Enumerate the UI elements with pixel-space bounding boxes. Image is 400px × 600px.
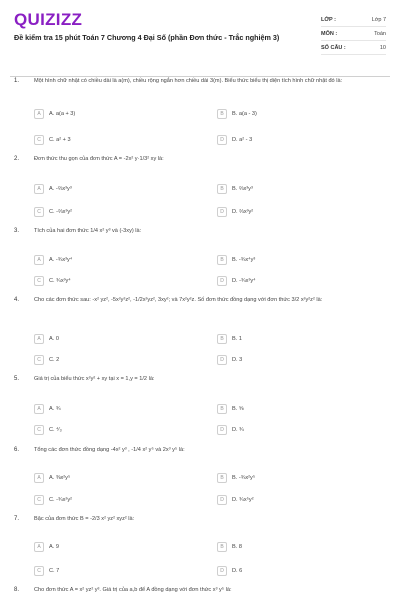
- option-text: C. -¾x²y²: [49, 497, 72, 503]
- answer-option[interactable]: [34, 354, 59, 366]
- option-letter-box: B: [217, 184, 227, 194]
- option-letter-box: C: [34, 276, 44, 286]
- question-number: 8.: [14, 587, 20, 593]
- option-letter-box: A: [34, 184, 44, 194]
- meta-value: 10: [379, 44, 386, 51]
- answer-option[interactable]: [217, 134, 252, 146]
- answer-option[interactable]: [34, 108, 75, 120]
- answer-option[interactable]: [34, 565, 59, 577]
- option-letter-box: D: [217, 425, 227, 435]
- answer-option[interactable]: [217, 472, 255, 484]
- answer-option[interactable]: [34, 275, 71, 287]
- question-number: 6.: [14, 447, 20, 453]
- option-letter-box: A: [34, 255, 44, 265]
- answer-option[interactable]: [217, 254, 255, 266]
- option-text: B. ⅝: [232, 406, 244, 412]
- option-letter-box: D: [217, 207, 227, 217]
- question-number: 2.: [14, 156, 20, 162]
- option-text: D. ¾: [232, 427, 244, 433]
- question-number: 3.: [14, 228, 20, 234]
- meta-row-count: [321, 41, 386, 55]
- meta-value: Toán: [374, 30, 386, 37]
- answer-option[interactable]: [34, 541, 59, 553]
- answer-option[interactable]: [217, 108, 257, 120]
- option-letter-box: A: [34, 334, 44, 344]
- option-text: B. 1: [232, 336, 242, 342]
- meta-key: MÔN :: [321, 30, 338, 37]
- option-letter-box: D: [217, 135, 227, 145]
- option-letter-box: A: [34, 542, 44, 552]
- answer-option[interactable]: [34, 134, 71, 146]
- option-text: C. a² + 3: [49, 137, 71, 143]
- option-letter-box: C: [34, 355, 44, 365]
- answer-option[interactable]: [217, 206, 253, 218]
- meta-row-class: [321, 13, 386, 27]
- option-text: D. ¾x⁵y²: [232, 497, 254, 503]
- answer-option[interactable]: [34, 403, 61, 415]
- answer-option[interactable]: [34, 424, 62, 436]
- answer-option[interactable]: [217, 354, 242, 366]
- question-text: Tích của hai đơn thức 1/4 x² y³ và (-3xy) là:: [34, 228, 142, 234]
- question-text: Cho các đơn thức sau: -x² yz², -5x²y²z², -1/2x²yz², 3xy²; và 7x²y²z. Số đơn thức đồng dạng với đơn thức 3/2 x²y²z² là:: [34, 297, 323, 303]
- option-text: A. -¾x³y⁴: [49, 257, 73, 263]
- question-text: Tổng các đơn thức đồng dạng -4x² y³ , -1/4 x² y⁵ và 2x³ y⁵ là:: [34, 447, 185, 453]
- option-letter-box: B: [217, 404, 227, 414]
- option-letter-box: D: [217, 276, 227, 286]
- question-text: Đơn thức thu gọn của đơn thức A = -2x² y·1/3² xy là:: [34, 156, 164, 162]
- question-number: 4.: [14, 297, 20, 303]
- option-text: A. 9: [49, 544, 59, 550]
- question-number: 5.: [14, 376, 20, 382]
- option-text: D. 3: [232, 357, 243, 363]
- question-text: Một hình chữ nhật có chiều dài là a(m), chiều rộng ngắn hơn chiều dài 3(m). Biểu thức biểu thị diện tích hình chữ nhật đó là:: [34, 78, 343, 84]
- header: [0, 0, 400, 72]
- option-letter-box: C: [34, 425, 44, 435]
- option-letter-box: B: [217, 109, 227, 119]
- answer-option[interactable]: [217, 541, 242, 553]
- option-letter-box: B: [217, 473, 227, 483]
- option-text: D. ⅔x³y²: [232, 209, 254, 215]
- option-text: D. 6: [232, 568, 243, 574]
- option-letter-box: D: [217, 495, 227, 505]
- option-text: A. ¾: [49, 406, 61, 412]
- option-letter-box: B: [217, 334, 227, 344]
- option-letter-box: A: [34, 473, 44, 483]
- answer-option[interactable]: [217, 494, 254, 506]
- question-text: Giá trị của biểu thức x²y² + xy tại x = 1,y = 1/2 là:: [34, 376, 155, 382]
- option-text: A. ⅜x²y⁵: [49, 475, 71, 481]
- option-letter-box: A: [34, 404, 44, 414]
- option-text: C. -⅔x³y²: [49, 209, 72, 215]
- meta-key: LỚP :: [321, 16, 336, 23]
- page-title: Đề kiểm tra 15 phút Toán 7 Chương 4 Đại Số (phần Đơn thức - Trắc nghiệm 3): [14, 33, 280, 42]
- meta-info: [321, 13, 386, 55]
- answer-option[interactable]: [217, 183, 253, 195]
- option-letter-box: C: [34, 207, 44, 217]
- option-letter-box: C: [34, 495, 44, 505]
- answer-option[interactable]: [217, 565, 242, 577]
- question-number: 1.: [14, 78, 20, 84]
- option-letter-box: B: [217, 542, 227, 552]
- answer-option[interactable]: [34, 183, 72, 195]
- option-letter-box: C: [34, 135, 44, 145]
- option-text: C. 2: [49, 357, 60, 363]
- answer-option[interactable]: [217, 424, 244, 436]
- option-letter-box: C: [34, 566, 44, 576]
- option-text: A. a(a + 3): [49, 111, 76, 117]
- question-text: Cho đơn thức A = x² yz² y³. Giá trị của a,b để A đồng dạng với đơn thức x³ y⁵ là:: [34, 587, 232, 593]
- option-text: A. 0: [49, 336, 59, 342]
- answer-option[interactable]: [34, 254, 72, 266]
- answer-option[interactable]: [217, 333, 242, 345]
- option-text: B. ⅔x³y³: [232, 186, 253, 192]
- answer-option[interactable]: [34, 494, 72, 506]
- answer-option[interactable]: [217, 275, 256, 287]
- option-text: B. -¾x²y⁵: [232, 475, 256, 481]
- option-letter-box: D: [217, 355, 227, 365]
- option-text: C. ⁴⁄₃: [49, 427, 62, 433]
- answer-option[interactable]: [34, 206, 72, 218]
- answer-option[interactable]: [34, 333, 59, 345]
- option-text: B. 8: [232, 544, 242, 550]
- option-text: D. -¾x³y⁴: [232, 278, 256, 284]
- option-letter-box: B: [217, 255, 227, 265]
- quizizz-logo: QUIZIZZ: [14, 10, 83, 29]
- meta-key: SỐ CÂU :: [321, 44, 346, 51]
- option-text: D. a² - 3: [232, 137, 253, 143]
- option-letter-box: D: [217, 566, 227, 576]
- meta-value: Lớp 7: [371, 16, 386, 23]
- question-number: 7.: [14, 516, 20, 522]
- option-text: B. -¾x⁴y³: [232, 257, 256, 263]
- question-text: Bậc của đơn thức B = -2/3 x² yz² xyz² là:: [34, 516, 135, 522]
- option-text: B. a(a - 3): [232, 111, 257, 117]
- answer-option[interactable]: [34, 472, 70, 484]
- meta-row-subject: [321, 27, 386, 41]
- option-text: A. -⅔x³y³: [49, 186, 72, 192]
- answer-option[interactable]: [217, 403, 244, 415]
- option-text: C. ¾x³y⁴: [49, 278, 71, 284]
- option-text: C. 7: [49, 568, 60, 574]
- option-letter-box: A: [34, 109, 44, 119]
